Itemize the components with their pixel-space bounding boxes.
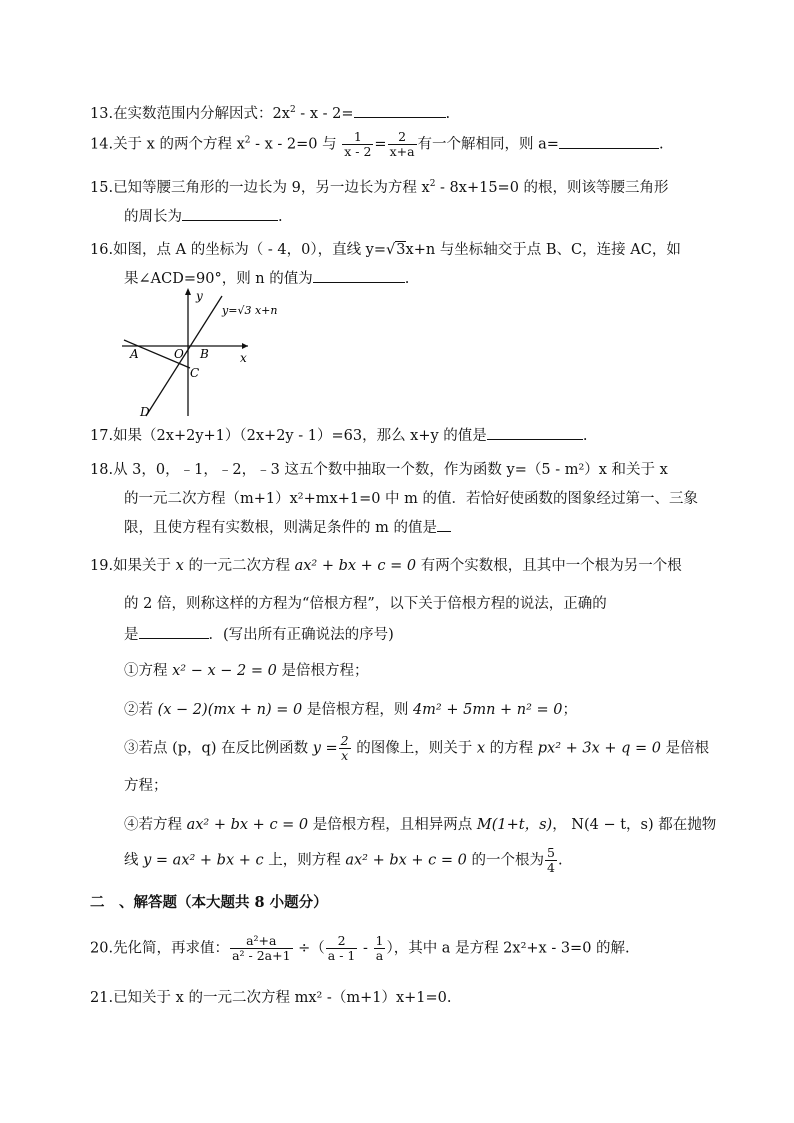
point-B-label: B xyxy=(200,347,209,361)
fraction: $\frac{2}{x+a}$ xyxy=(389,129,415,159)
option-4: ④若方程 ax² + bx + c = 0 是倍根方程，且相异两点 M(1+t，s)， N(4 − t，s) 都在抛物 xyxy=(124,817,717,833)
x-axis-label: x xyxy=(240,351,247,365)
option-1: ①方程 x² − x − 2 = 0 是倍根方程； xyxy=(124,663,369,679)
option-2: ②若 (x − 2)(mx + n) = 0 是倍根方程，则 4m² + 5mn + n² = 0； xyxy=(124,702,578,718)
question-17: 17.如果（2x+2y+1）（2x+2y - 1）=63，那么 x+y 的值是 . xyxy=(90,424,587,445)
question-21: 21.已知关于 x 的一元二次方程 mx² -（m+1）x+1=0. xyxy=(90,990,452,1006)
option-3: ③若点 (p，q) 在反比例函数 y = $\frac{2}{x}$ 的图像上，则关于 x 的方程 px² + 3x + q = 0 是倍根 xyxy=(124,733,710,763)
question-15: 15.已知等腰三角形的一边长为 9，另一边长为方程 $x^2 - 8x+15=0$ 的根，则该等腰三角形 xyxy=(90,179,669,196)
question-16: 16.如图，点 A 的坐标为（ - 4，0），直线 y=√3x+n 与坐标轴交于点 B、C，连接 AC，如 xyxy=(90,242,681,258)
answer-blank[interactable] xyxy=(139,624,209,639)
answer-blank[interactable] xyxy=(313,268,405,283)
answer-blank[interactable] xyxy=(559,134,659,149)
point-C-label: C xyxy=(190,366,200,380)
question-15-line2: 的周长为 . xyxy=(124,205,283,226)
answer-blank[interactable] xyxy=(182,206,278,221)
coordinate-figure xyxy=(118,284,298,420)
question-14: 14.关于 x 的两个方程 $x^2 - x - 2=0$ 与 $\frac{1}{x - 2}$ = $\frac{2}{x+a}$ 有一个解相同，则 a= . xyxy=(90,129,664,159)
question-20: 20.先化简，再求值： $\frac{\text{a²+a}}{\text{a² - 2a+1}}$ ÷（ $\frac{2}{a - 1}$ - $\frac{1}{a}$ ），其中 a 是方程 2x²+x - 3=0 的解. xyxy=(90,933,630,963)
answer-blank[interactable] xyxy=(487,425,583,440)
answer-blank[interactable] xyxy=(354,103,446,118)
point-O-label: O xyxy=(174,347,184,361)
svg-text:y=√3 x+n: y=√3 x+n xyxy=(222,304,278,317)
section-heading: 二 、解答题（本大题共 8 小题分） xyxy=(90,894,328,911)
answer-blank[interactable] xyxy=(437,517,451,532)
question-19: 19.如果关于 x 的一元二次方程 ax² + bx + c = 0 有两个实数根，且其中一个根为另一个根 xyxy=(90,558,682,574)
point-D-label: D xyxy=(140,405,150,419)
question-18: 18.从 3，0，﹣1，﹣2，﹣3 这五个数中抽取一个数，作为函数 y=（5 - m²）x 和关于 x xyxy=(90,462,668,478)
point-A-label: A xyxy=(130,347,139,361)
y-axis-label: y xyxy=(196,289,203,303)
question-13: 13.在实数范围内分解因式：$2x^2 - x - 2=$ . xyxy=(90,102,450,123)
fraction: $\frac{1}{x - 2}$ xyxy=(344,129,372,159)
question-16-line2: 果∠ACD=90°，则 n 的值为 . xyxy=(124,267,409,288)
